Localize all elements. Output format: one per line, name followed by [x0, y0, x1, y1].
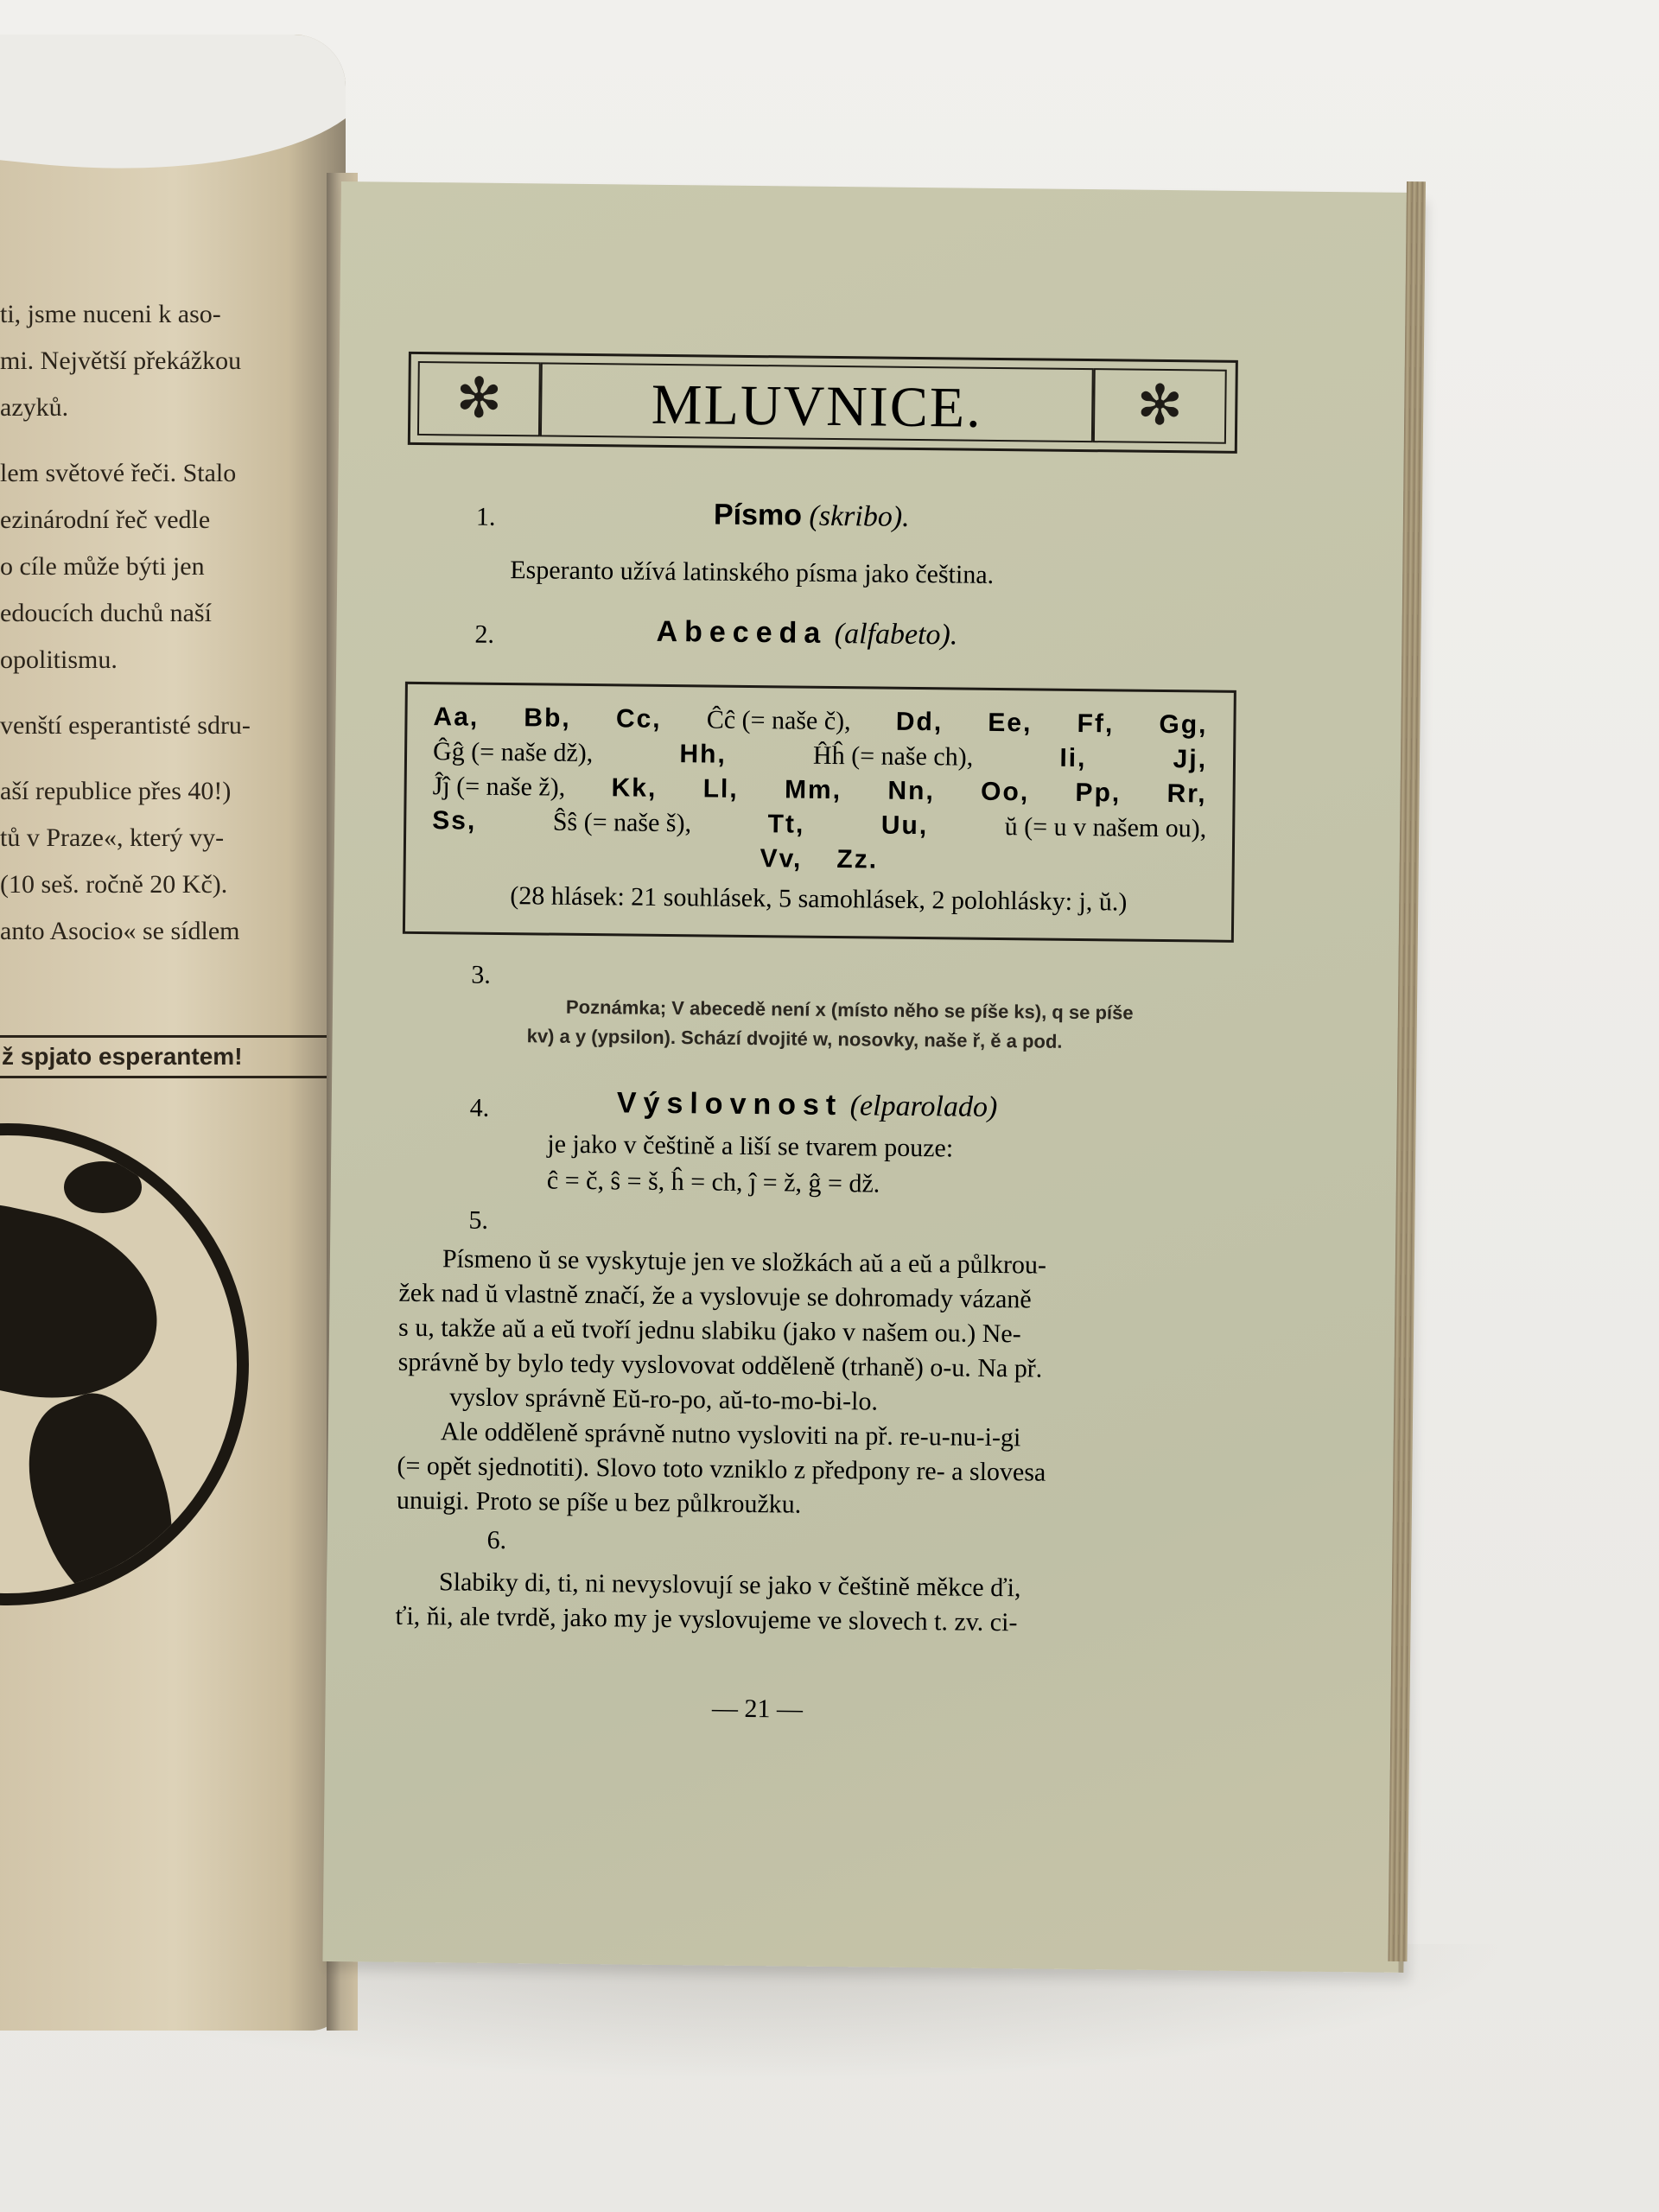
right-page — [322, 181, 1422, 1973]
letter: Ss, — [432, 806, 477, 836]
body-line: žek nad ŭ vlastně značí, že a vyslovuje se dohromady vázaně — [398, 1278, 1032, 1314]
body-line: vyslov správně Eŭ-ro-po, aŭ-to-mo-bi-lo. — [449, 1382, 879, 1416]
alphabet-summary-text: (28 hlásek: 21 souhlásek, 5 samohlásek, 2 polohlásky: j, ŭ.) — [510, 881, 1128, 917]
globe-landmass — [0, 1188, 175, 1420]
title-frame — [408, 352, 1238, 454]
section-number: 5. — [468, 1205, 489, 1235]
section-text: ĉ = č, ŝ = š, ĥ = ch, ĵ = ž, ĝ = dž. — [546, 1166, 880, 1198]
section-number: 1. — [475, 502, 496, 531]
left-page — [0, 35, 346, 2031]
section-number: 6. — [486, 1525, 507, 1555]
heading-italic: (alfabeto). — [834, 618, 958, 652]
letter: Ĥĥ (= naše ch), — [812, 741, 974, 772]
letter: Hh, — [679, 740, 727, 769]
alphabet-summary — [431, 878, 1205, 920]
left-page-banner: ž spjato esperantem! — [0, 1035, 333, 1078]
left-page-text — [0, 294, 311, 957]
section-heading — [656, 615, 957, 652]
note-line: kv) a y (ypsilon). Schází dvojité w, nosovky, naše ř, ě a pod. — [526, 1025, 1063, 1052]
left-line: o cíle může býti jen — [0, 552, 205, 581]
alphabet-box — [403, 682, 1236, 943]
letter: Ll, — [702, 774, 739, 804]
section-text: je jako v češtině a liší se tvarem pouze: — [547, 1129, 954, 1163]
letter: Aa, — [433, 702, 480, 732]
letter: Ĵĵ (= naše ž), — [432, 772, 566, 802]
alphabet-row — [432, 838, 1206, 880]
left-line: ezinárodní řeč vedle — [0, 505, 211, 534]
heading-bold: Výslovnost — [616, 1086, 843, 1122]
body-line: ťi, ňi, ale tvrdě, jako my je vyslovujeme ve slovech t. zv. ci- — [395, 1601, 1018, 1637]
letter: Pp, — [1075, 778, 1122, 808]
letter: Dd, — [895, 707, 944, 737]
left-line: (10 seš. ročně 20 Kč). — [0, 870, 228, 899]
letter: Uu, — [880, 810, 929, 841]
section-heading — [617, 1086, 998, 1124]
heading-bold: Písmo — [713, 498, 803, 532]
letter: Ĉĉ (= naše č), — [706, 705, 851, 736]
letter: Ĝĝ (= naše dž), — [432, 737, 594, 768]
heading-italic: (skribo). — [809, 499, 910, 533]
title-ornament-cell — [1093, 368, 1227, 444]
globe-landmass — [64, 1161, 142, 1213]
letter: Zz. — [836, 845, 879, 874]
title-ornament-cell — [417, 361, 541, 436]
body-line: Ale odděleně správně nutno vysloviti na př. re-u-nu-i-gi — [440, 1417, 1021, 1452]
globe-landmass — [5, 1379, 200, 1605]
left-page-curve — [0, 35, 346, 198]
letter: Vv, — [760, 844, 803, 874]
letter: Cc, — [615, 704, 662, 734]
letter: Bb, — [524, 703, 571, 733]
letter: Kk, — [611, 773, 658, 803]
page-title: MLUVNICE. — [651, 372, 983, 440]
letter: Mm, — [784, 775, 842, 805]
letter: Oo, — [980, 777, 1030, 807]
letter: Rr, — [1166, 779, 1207, 809]
left-line: mi. Největší překážkou — [0, 346, 242, 375]
left-line: tů v Praze«, který vy- — [0, 823, 225, 852]
page-number: — 21 — — [711, 1694, 804, 1724]
left-line: aší republice přes 40!) — [0, 777, 232, 805]
body-line: unuigi. Proto se píše u bez půlkroužku. — [396, 1485, 802, 1519]
left-line: opolitismu. — [0, 645, 118, 674]
section-number: 2. — [474, 620, 495, 649]
heading-bold: Abeceda — [656, 614, 828, 650]
asterisk-ornament-icon: ✻ — [1136, 373, 1184, 439]
letter: Tt, — [767, 810, 805, 839]
note-line: Poznámka; V abecedě není x (místo něho se píše ks), q se píše — [565, 995, 1134, 1024]
asterisk-ornament-icon: ✻ — [455, 366, 503, 431]
letter: Ee, — [988, 708, 1033, 738]
letter: Ŝŝ (= naše š), — [552, 807, 692, 838]
letter: Nn, — [887, 776, 935, 806]
title-cell — [540, 362, 1094, 442]
left-line: lem světové řeči. Stalo — [0, 459, 237, 487]
left-line: ti, jsme nuceni k aso- — [0, 300, 221, 328]
body-line: správně by bylo tedy vyslovovat odděleně (trhaně) o-u. Na př. — [397, 1347, 1043, 1383]
letter: Jj, — [1173, 745, 1208, 774]
left-line: venští esperantisté sdru- — [0, 711, 251, 740]
body-line: Slabiky di, ti, ni nevyslovují se jako v češtině měkce ďi, — [438, 1567, 1021, 1603]
left-line: anto Asocio« se sídlem — [0, 917, 240, 945]
letter: Ii, — [1059, 743, 1087, 773]
section-number: 3. — [471, 960, 492, 989]
body-line: (= opět sjednotiti). Slovo toto vzniklo z předpony re- a slovesa — [397, 1451, 1046, 1487]
letter: Ff, — [1077, 709, 1115, 739]
heading-italic: (elparolado) — [849, 1090, 998, 1124]
section-text: Esperanto užívá latinského písma jako čeština. — [510, 556, 995, 589]
body-line: s u, takže aŭ a eŭ tvoří jednu slabiku (jako v našem ou.) Ne- — [397, 1313, 1021, 1349]
left-line: edoucích duchů naší — [0, 599, 212, 627]
left-line: azyků. — [0, 393, 69, 422]
section-number: 4. — [469, 1093, 490, 1122]
globe-illustration — [0, 1123, 249, 1605]
section-heading — [714, 499, 910, 534]
letter: ŭ (= u v našem ou), — [1004, 812, 1207, 843]
body-line: Písmeno ŭ se vyskytuje jen ve složkách aŭ a eŭ a půlkrou- — [442, 1244, 1047, 1280]
letter: Gg, — [1159, 709, 1208, 740]
